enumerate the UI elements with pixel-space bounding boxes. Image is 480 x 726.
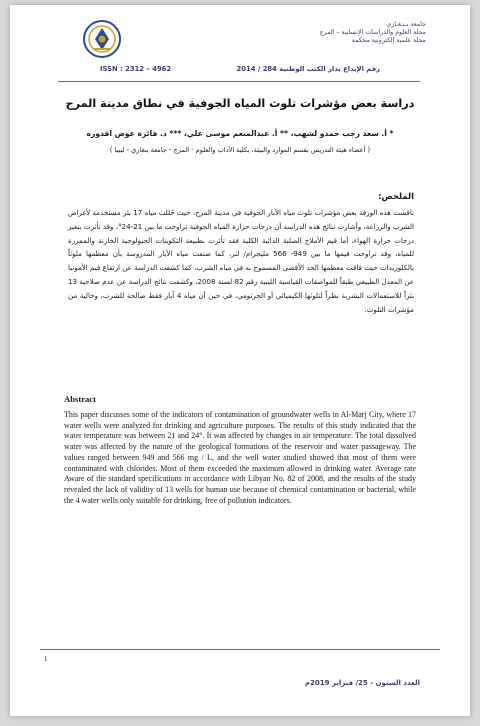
article-authors: * أ. سعد رجب حمدو لشهب، ** أ. عبدالمنعم موسى علي، *** د. فائزة عوض اقدوره xyxy=(86,129,394,138)
english-abstract-heading: Abstract xyxy=(64,394,96,404)
journal-header xyxy=(206,21,426,45)
arabic-abstract: ناقشت هذه الورقة بعض مؤشرات تلوث مياه الآبار الجوفية في مدينة المرج، حيث حُللت مياه 17 بئر مستخدمة لأغراض الشرب والزراعة، وأشارت نتائج هذه الدراسة أن درجات حرارة المياه الجوفية تراوحت ما بين 21-24°، وقد تأثرت بتغير درجات حرارة الهواء، أما قيم الأملاح الصلبة الذائبة الكلية فقد تأثرت بطبيعة التكوينات الجيولوجية الخازنة والممررة للمياه، وقد تراوحت قيمها ما بين 949- 566 مليجرام/ لتر، كما صنفت مياه الآبار المدروسة بأن معظمها ملوثاً بالكلوريدات حيث فاقت معظمها الحد الأقصى المسموح به في مياه الشرب، كما كشفت الدراسة عن ارتفاع قيم الأمونيا عن المعدل الطبيعي طبقاً للمواصفات القياسية الليبية رقم 82 لسنة 2008، وكشفت نتائج الدراسة عن عدم صلاحية 13 بئراً للاستعمالات البشرية نظراً لتلوثها الكيميائي أو الجرثومي، في حين أن مياه 4 آبار فقط صالحة للشرب، وخالية من مؤشرات التلوث. xyxy=(68,208,414,314)
arabic-abstract-heading: الملخص: xyxy=(378,191,414,201)
header-divider xyxy=(58,81,420,82)
page-number: 1 xyxy=(44,655,48,663)
university-logo xyxy=(82,19,122,59)
registration-number: رقم الإيداع بدار الكتب الوطنية 284 / 2014 xyxy=(236,65,380,73)
journal-type: مجلة علمية إلكترونية محكمة xyxy=(351,37,426,44)
journal-page xyxy=(10,5,470,716)
journal-name: مجلة العلوم والدراسات الإنسانية – المرج xyxy=(319,29,426,36)
university-name: جامعة بـنـغـازي xyxy=(386,21,426,28)
issue-info: العدد الستون - 25/ فبراير 2019م xyxy=(304,679,420,687)
english-abstract: This paper discusses some of the indicators of contamination of groundwater wells in Al-Marj City, where 17 water wells were analyzed for drinking and agriculture purposes. The results of this study indicated that the water temperature was between 21 and 24°. It was affected by changes in air temperature. The total dissolved water was affected by the nature of the geological formations of the reservoir and water passageway. The values ranged between 949 and 566 mg / L, and the well water studied showed that most of them were contaminated with chlorides. Most of them exceeded the maximum allowed in drinking water. Average rate Aware of the standard specifications in accordance with Libyan No. 82 of 2008, and the results of the study revealed the lack of validity of 13 wells for human use because of chemical contamination or bacterial, while the 4 water wells only suitable for drinking, free of pollution indicators. xyxy=(64,410,416,505)
issn-number: ISSN : 2312 – 4962 xyxy=(100,65,172,73)
footer-divider xyxy=(40,649,440,650)
issn-row xyxy=(100,65,380,77)
article-title: دراسة بعض مؤشرات تلوث المياه الجوفية في نطاق مدينة المرج xyxy=(65,97,415,110)
author-affiliation: ( أعضاء هيئة التدريس بقسم الموارد والبيئة، بكلية الآداب والعلوم - المرج - جامعة بنغازي - ليبيا ) xyxy=(109,146,371,154)
